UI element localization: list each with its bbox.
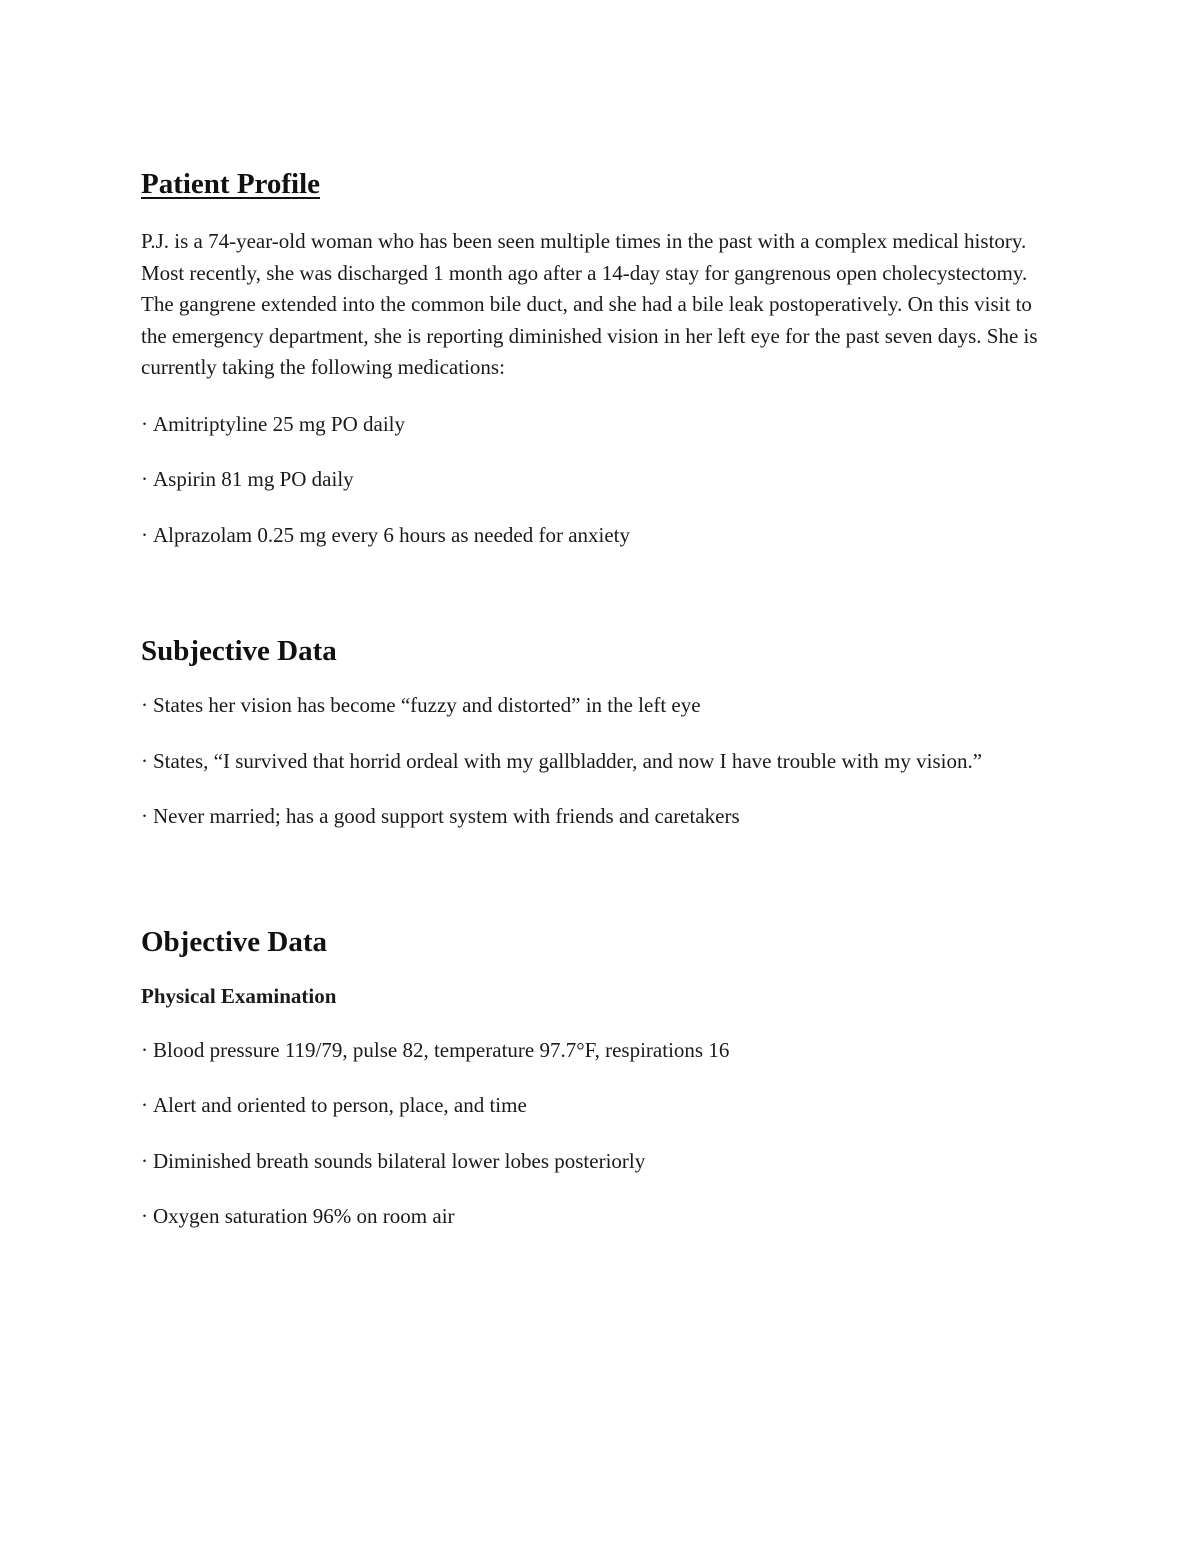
- patient-profile-paragraph: P.J. is a 74-year-old woman who has been seen multiple times in the past with a complex medical history. Most recently, she was discharged 1 month ago after a 14-day stay for gangrenous open cholecystectomy. The gangrene extended into the common bile duct, and she had a bile leak postoperatively. On this visit to the emergency department, she is reporting diminished vision in her left eye for the past seven days. She is currently taking the following medications:: [141, 229, 1038, 379]
- medications-list: [141, 409, 1041, 552]
- bullet-icon: ·: [141, 467, 148, 491]
- bullet-icon: ·: [141, 522, 148, 547]
- list-item: [141, 1201, 1041, 1233]
- exam-text: Alert and oriented to person, place, and time: [153, 1093, 527, 1117]
- bullet-icon: ·: [141, 1148, 148, 1173]
- exam-text: Oxygen saturation 96% on room air: [153, 1204, 455, 1228]
- subjective-data-heading: Subjective Data: [141, 635, 337, 667]
- objective-data-heading: Objective Data: [141, 925, 328, 958]
- medication-text: Alprazolam 0.25 mg every 6 hours as needed for anxiety: [153, 522, 631, 547]
- bullet-icon: ·: [141, 1037, 148, 1062]
- physical-exam-list: [141, 1035, 1041, 1233]
- list-item: [141, 746, 1041, 778]
- medication-text: Amitriptyline 25 mg PO daily: [153, 411, 405, 436]
- list-item: [141, 690, 1041, 722]
- subjective-list: [141, 690, 1041, 833]
- patient-profile-heading: Patient Profile: [141, 168, 321, 200]
- exam-text: Diminished breath sounds bilateral lower lobes posteriorly: [153, 1148, 646, 1173]
- physical-examination-heading: Physical Examination: [141, 983, 337, 1008]
- bullet-icon: ·: [141, 804, 148, 828]
- list-item: [141, 1146, 1041, 1178]
- medication-text: Aspirin 81 mg PO daily: [153, 467, 354, 491]
- list-item: [141, 409, 1041, 441]
- list-item: [141, 801, 1041, 833]
- exam-text: Blood pressure 119/79, pulse 82, temperature 97.7°F, respirations 16: [153, 1037, 730, 1062]
- subjective-text: States her vision has become “fuzzy and distorted” in the left eye: [153, 693, 701, 717]
- bullet-icon: ·: [141, 693, 148, 717]
- document-page: [141, 166, 1041, 1233]
- bullet-icon: ·: [141, 1093, 148, 1117]
- bullet-icon: ·: [141, 748, 148, 773]
- subjective-text: Never married; has a good support system with friends and caretakers: [153, 804, 740, 828]
- bullet-icon: ·: [141, 411, 148, 436]
- bullet-icon: ·: [141, 1204, 148, 1228]
- subjective-text: States, “I survived that horrid ordeal with my gallbladder, and now I have trouble with my vision.”: [153, 748, 983, 773]
- list-item: [141, 520, 1041, 552]
- list-item: [141, 1035, 1041, 1067]
- list-item: [141, 464, 1041, 496]
- list-item: [141, 1090, 1041, 1122]
